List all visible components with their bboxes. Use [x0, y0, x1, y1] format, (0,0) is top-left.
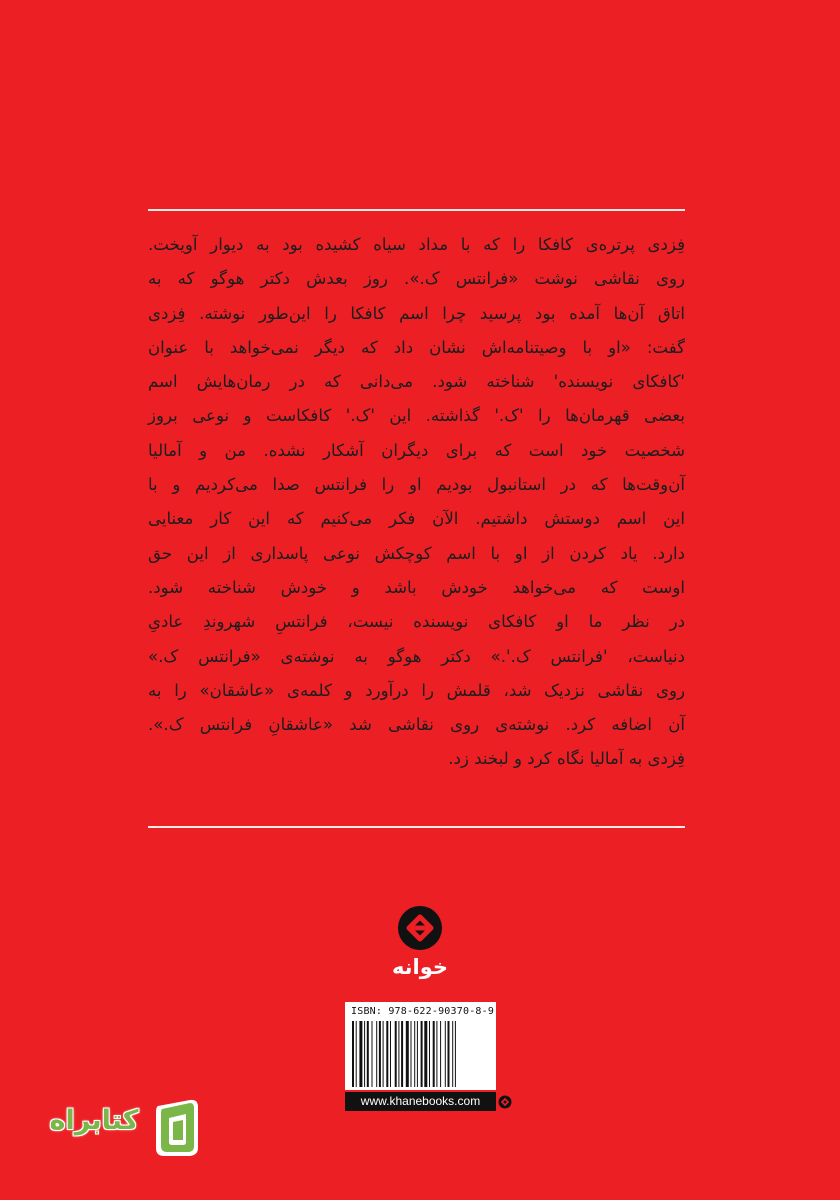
publisher-small-logo-icon: [498, 1095, 512, 1109]
excerpt-line: اوست که می‌خواهد خودش باشد و خودش شناخته شود.: [148, 577, 685, 597]
excerpt-line: دنیاست، 'فرانتس ک.'.» دکتر هوگو به نوشته‌ی «فرانتس ک.»: [148, 646, 685, 666]
excerpt-line: آن اضافه کرد. نوشته‌ی روی نقاشی شد «عاشقانِ فرانتس ک.».: [148, 715, 685, 735]
barcode-bars: [351, 1021, 490, 1087]
excerpt-line: فِزدی به آمالیا نگاه کرد و لبخند زد.: [448, 749, 685, 769]
isbn-barcode: [345, 1002, 496, 1090]
back-cover-excerpt: [148, 228, 685, 777]
excerpt-line: گفت: «او با وصیتنامه‌اش نشان داد که دیگر نمی‌خواهد با عنوان: [148, 337, 685, 357]
excerpt-line: دارد. یاد کردن از او با اسم کوچکش نوعی پاسداری از این حق: [148, 543, 685, 563]
excerpt-line: در نظر ما او کافکای نویسنده نیست، فرانتسِ شهروندِ عادیِ: [148, 612, 685, 632]
excerpt-line: بعضی قهرمان‌ها را 'ک.' گذاشته. این 'ک.' کافکاست و نوعی بروز: [148, 406, 685, 426]
store-name: کتابراه: [49, 1105, 139, 1136]
khaneh-logo-icon: [397, 905, 443, 951]
excerpt-line: روی نقاشی نوشت «فرانتس ک.». روز بعدش دکتر هوگو که به: [148, 269, 685, 289]
excerpt-line: فِزدی پرترەی کافکا را که با مداد سیاه کشیده بود به دیوار آویخت.: [148, 235, 685, 254]
excerpt-line: این اسم دوستش داشتیم. الآن فکر می‌کنیم که این کار معنایی: [148, 509, 685, 529]
top-divider: [148, 209, 685, 211]
publisher-name: خوانه: [391, 955, 449, 979]
publisher-website: www.khanebooks.com: [345, 1092, 496, 1111]
excerpt-line: روی نقاشی نزدیک شد، قلمش را درآورد و کلمه‌ی «عاشقان» را به: [148, 680, 685, 700]
excerpt-line: اتاق آن‌ها آمده بود پرسید چرا اسم کافکا را این‌طور نوشته. فِزدی: [148, 303, 685, 323]
isbn-number: ISBN: 978-622-90370-8-9: [351, 1006, 495, 1017]
excerpt-line: شخصیت خود است که برای دیگران آشکار نشده. من و آمالیا: [148, 440, 685, 460]
excerpt-line: آن‌وقت‌ها که در استانبول بودیم او را فرانتس صدا می‌کردیم و با: [148, 475, 685, 495]
excerpt-line: 'کافکای نویسنده' شناخته شود. می‌دانی که در رمان‌هایش اسم: [148, 372, 685, 392]
bottom-divider: [148, 826, 685, 828]
